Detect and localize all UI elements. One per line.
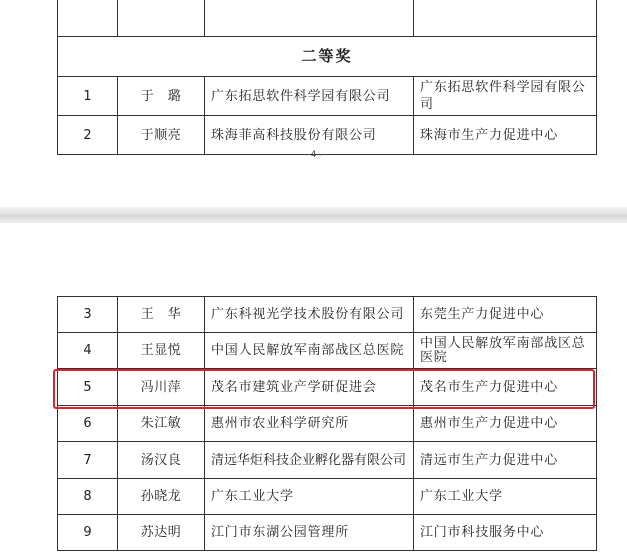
work-unit: 广东工业大学 [205, 479, 414, 515]
section-title: 二等奖 [58, 37, 597, 77]
awardee-name: 王显悦 [118, 333, 205, 369]
awardee-name: 于 璐 [118, 77, 205, 116]
row-number: 8 [58, 479, 118, 515]
row-number: 5 [58, 369, 118, 406]
recommending-unit: 清远市生产力促进中心 [414, 442, 597, 479]
awardee-name: 于顺亮 [118, 116, 205, 155]
work-unit: 广东拓思软件科学园有限公司 [205, 77, 414, 116]
awardee-name: 冯川萍 [118, 369, 205, 406]
document-page-4 [0, 0, 627, 207]
highlight-box [53, 369, 595, 409]
recommending-unit: 广东拓思软件科学园有限公司 [414, 77, 597, 116]
cell-blank [118, 0, 205, 37]
row-number: 3 [58, 297, 118, 333]
work-unit: 茂名市建筑业产学研促进会 [205, 369, 414, 406]
awardee-name: 苏达明 [118, 515, 205, 551]
cell-blank [58, 0, 118, 37]
awardee-name: 朱江敏 [118, 406, 205, 442]
table-row [58, 406, 597, 442]
table-row [58, 297, 597, 333]
recommending-unit: 东莞生产力促进中心 [414, 297, 597, 333]
table-row [58, 479, 597, 515]
row-number: 2 [58, 116, 118, 155]
award-table-bottom [57, 296, 597, 551]
work-unit: 清远华炬科技企业孵化器有限公司 [205, 442, 414, 479]
recommending-unit: 广东工业大学 [414, 479, 597, 515]
row-number: 7 [58, 442, 118, 479]
cell-blank [414, 0, 597, 37]
recommending-unit: 茂名市生产力促进中心 [414, 369, 597, 406]
table-row [58, 515, 597, 551]
table-row [58, 116, 597, 155]
recommending-unit: 江门市科技服务中心 [414, 515, 597, 551]
awardee-name: 王 华 [118, 297, 205, 333]
award-table-top [57, 0, 597, 155]
table-row [58, 442, 597, 479]
recommending-unit: 珠海市生产力促进中心 [414, 116, 597, 155]
awardee-name: 汤汉良 [118, 442, 205, 479]
work-unit: 江门市东湖公园管理所 [205, 515, 414, 551]
work-unit: 广东科视光学技术股份有限公司 [205, 297, 414, 333]
row-number: 1 [58, 77, 118, 116]
page-number: - 4 - [304, 150, 323, 160]
section-title-row [58, 37, 597, 77]
work-unit: 珠海菲高科技股份有限公司 [205, 116, 414, 155]
row-number: 9 [58, 515, 118, 551]
work-unit: 惠州市农业科学研究所 [205, 406, 414, 442]
page-separator [0, 207, 627, 223]
recommending-unit: 中国人民解放军南部战区总医院 [414, 333, 597, 369]
work-unit: 中国人民解放军南部战区总医院 [205, 333, 414, 369]
table-row [58, 77, 597, 116]
cell-blank [205, 0, 414, 37]
awardee-name: 孙晓龙 [118, 479, 205, 515]
row-number: 6 [58, 406, 118, 442]
table-row-blank [58, 0, 597, 37]
recommending-unit: 惠州市生产力促进中心 [414, 406, 597, 442]
table-row [58, 333, 597, 369]
row-number: 4 [58, 333, 118, 369]
